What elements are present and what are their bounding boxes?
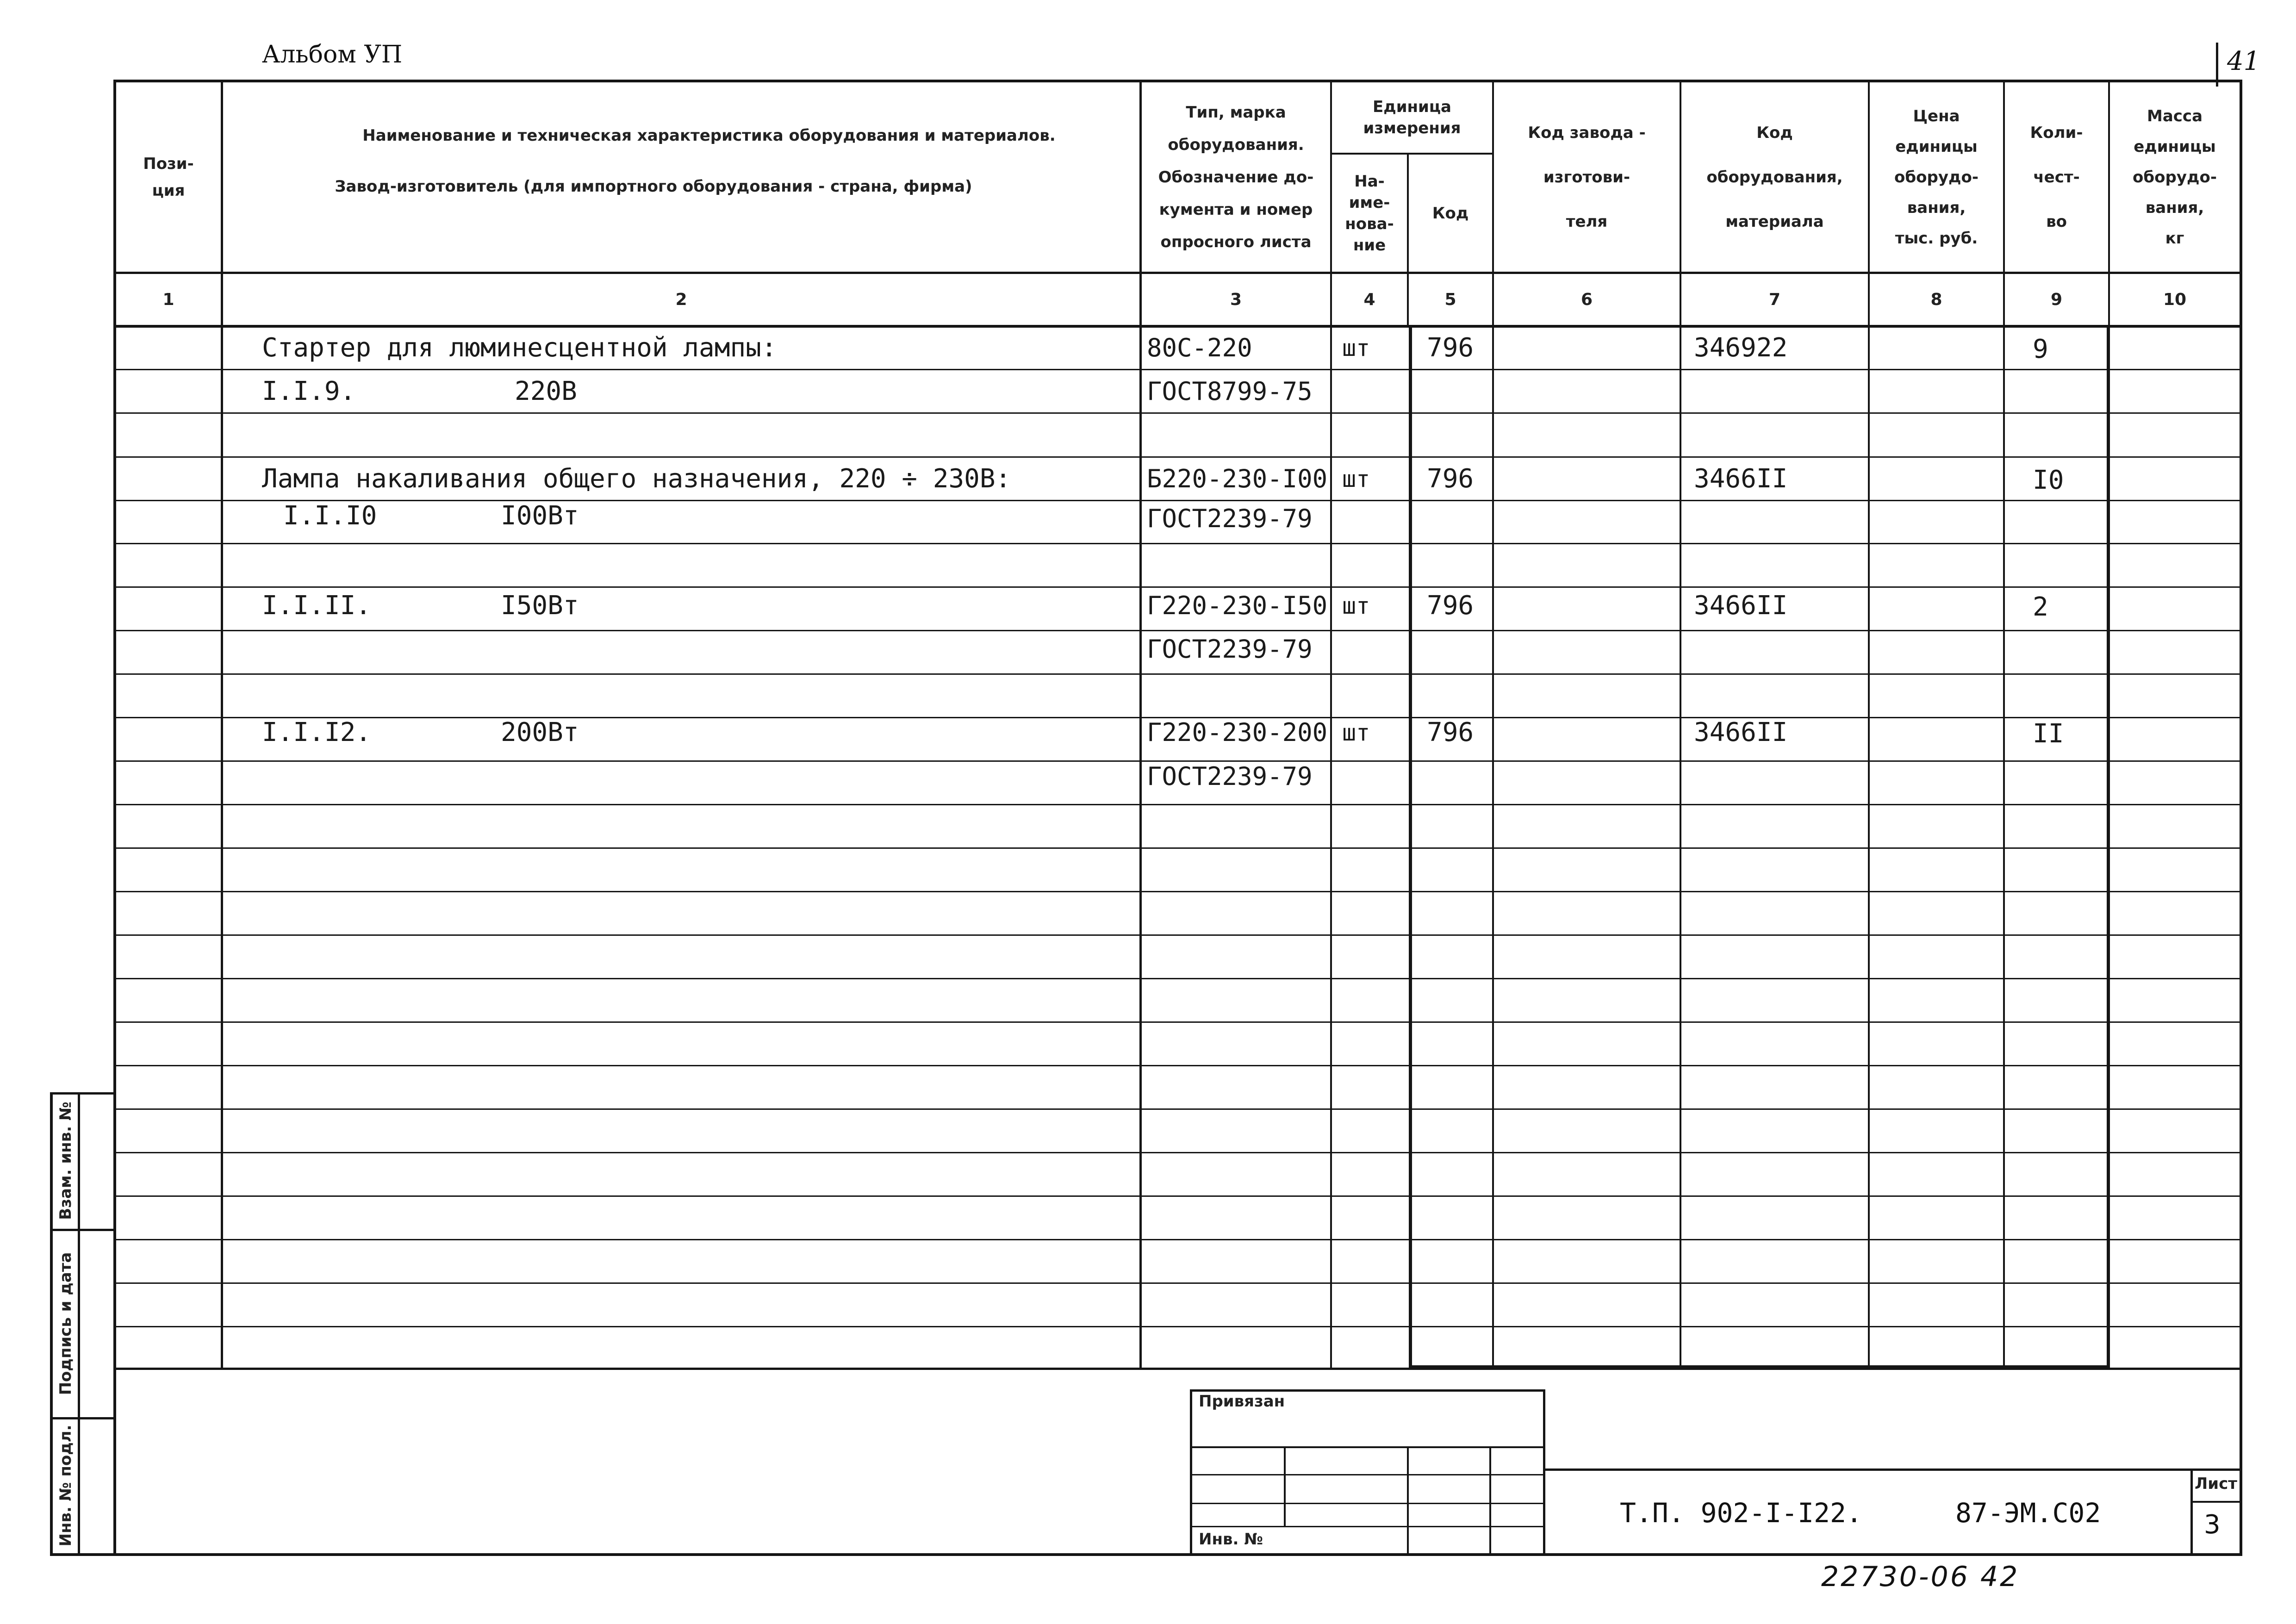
- column-number: 8: [1930, 290, 1942, 309]
- item-material-code: 3466II: [1694, 464, 1788, 494]
- item-unit: шт: [1342, 335, 1370, 361]
- doc-code: Т.П. 902-I-I22.: [1620, 1497, 1862, 1529]
- item-rating: I50Вт: [501, 591, 579, 621]
- item-quantity: 9: [2033, 334, 2048, 364]
- item-type: 80С-220: [1147, 333, 1252, 362]
- item-rating: I00Вт: [501, 501, 579, 531]
- item-unit-code: 796: [1427, 464, 1474, 494]
- header-material-code: Код оборудования, материала: [1706, 123, 1843, 231]
- sheet-number: 3: [2204, 1510, 2221, 1540]
- item-standard: ГОСТ8799-75: [1147, 377, 1313, 406]
- item-position: I.I.I2.: [262, 717, 372, 747]
- sheet-mark: 41: [2227, 46, 2260, 76]
- header-unit-code: Код: [1432, 204, 1469, 223]
- column-number: 6: [1580, 290, 1593, 309]
- item-position: I.I.I0: [283, 501, 377, 531]
- item-quantity: II: [2033, 719, 2064, 749]
- doc-suffix: 87-ЭМ.С02: [1955, 1497, 2101, 1529]
- side-podpis-data: Подпись и дата: [56, 1252, 75, 1395]
- header-price: Цена единицы оборудо- вания, тыс. руб.: [1894, 106, 1979, 248]
- item-position: I.I.II.: [262, 591, 372, 621]
- item-name: Стартер для люминесцентной лампы:: [262, 333, 777, 363]
- item-material-code: 3466II: [1694, 591, 1788, 621]
- item-unit-code: 796: [1427, 333, 1474, 363]
- sheet-label: Лист: [2195, 1475, 2237, 1493]
- item-unit-code: 796: [1427, 591, 1474, 621]
- item-unit: шт: [1342, 466, 1370, 492]
- item-type: Б220-230-I00: [1147, 464, 1328, 493]
- column-number: 9: [2050, 290, 2063, 309]
- footer-number: 22730-06 42: [1821, 1561, 2020, 1593]
- item-unit: шт: [1342, 719, 1370, 746]
- header-factory-code: Код завода - изготови- теля: [1528, 123, 1646, 231]
- header-quantity: Коли- чест- во: [2030, 123, 2083, 231]
- item-rating: 200Вт: [501, 717, 579, 747]
- column-number: 7: [1768, 290, 1781, 309]
- item-rating: 220В: [515, 376, 577, 406]
- item-material-code: 346922: [1694, 333, 1788, 363]
- column-number: 4: [1363, 290, 1375, 309]
- header-unit-group: Единица измерения: [1363, 98, 1461, 137]
- item-standard: ГОСТ2239-79: [1147, 635, 1313, 664]
- item-unit: шт: [1342, 592, 1370, 619]
- header-unit-name: На- име- нова- ние: [1345, 172, 1394, 255]
- column-number: 10: [2163, 290, 2187, 309]
- item-type: Г220-230-200: [1147, 718, 1328, 747]
- item-unit-code: 796: [1427, 717, 1474, 747]
- item-position: I.I.9.: [262, 376, 356, 406]
- column-number: 5: [1444, 290, 1456, 309]
- item-standard: ГОСТ2239-79: [1147, 762, 1313, 791]
- header-mass: Масса единицы оборудо- вания, кг: [2133, 106, 2217, 248]
- column-number: 3: [1230, 290, 1242, 309]
- column-number: 2: [675, 290, 687, 309]
- album-title: Альбом УП: [262, 41, 403, 68]
- item-type: Г220-230-I50: [1147, 591, 1328, 620]
- item-name: Лампа накаливания общего назначения, 220 ÷ 230В:: [262, 464, 1011, 494]
- item-quantity: 2: [2033, 592, 2048, 622]
- privyazan-label: Привязан: [1199, 1392, 1285, 1411]
- side-inv-podl: Инв. № подл.: [56, 1425, 75, 1547]
- header-name: Наименование и техническая характеристика оборудования и материалов. Завод-изготовитель (для импортного оборудования - страна, фирма): [335, 126, 1056, 196]
- header-type: Тип, марка оборудования. Обозначение до- кумента и номер опросного листа: [1158, 103, 1314, 251]
- header-position: Пози- ция: [143, 154, 194, 200]
- column-number: 1: [162, 290, 174, 309]
- item-standard: ГОСТ2239-79: [1147, 504, 1313, 533]
- inv-no-label: Инв. №: [1199, 1530, 1263, 1549]
- side-vzam-inv: Взам. инв. №: [56, 1101, 75, 1220]
- item-quantity: I0: [2033, 465, 2064, 495]
- item-material-code: 3466II: [1694, 717, 1788, 747]
